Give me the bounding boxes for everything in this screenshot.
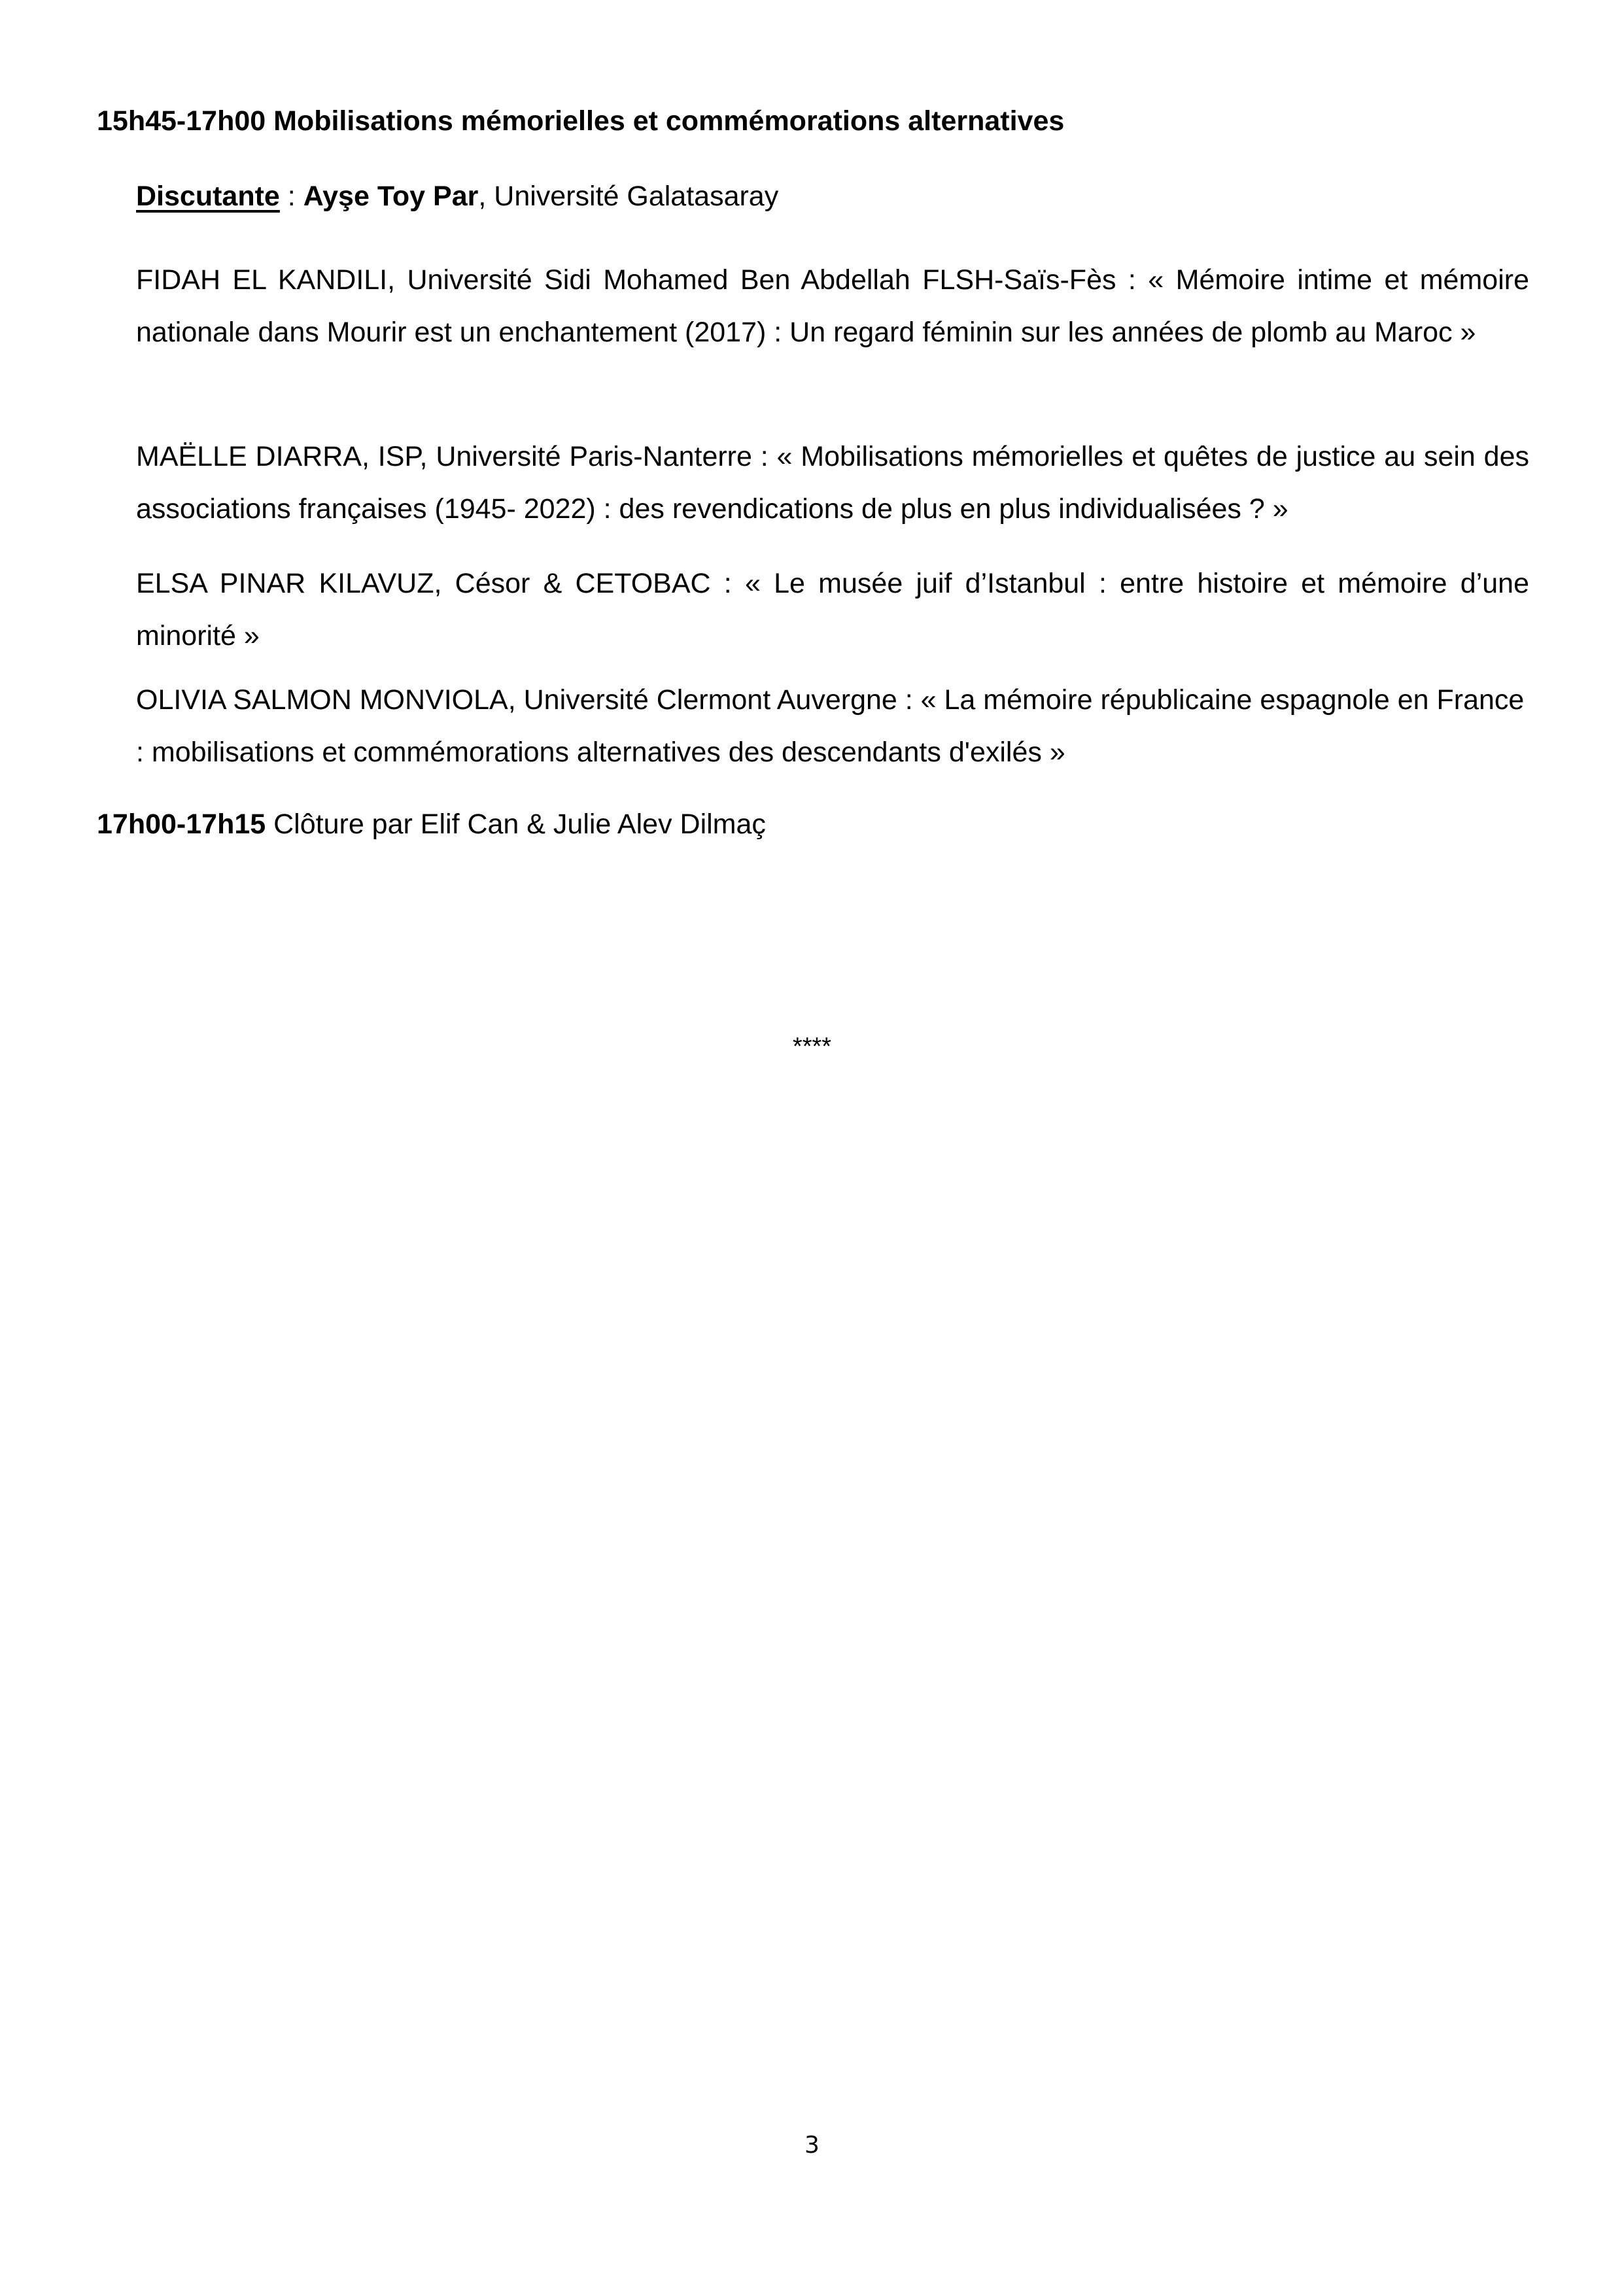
closing-line	[97, 805, 766, 844]
talk-entry: MAËLLE DIARRA, ISP, Université Paris-Nanterre : « Mobilisations mémorielles et quêtes de justice au sein des associations françaises (1945- 2022) : des revendications de plus en plus individualisées ? »	[136, 441, 1529, 525]
section-separator: ****	[792, 1033, 832, 1060]
discussant-name: Ayşe Toy Par	[303, 181, 479, 212]
closing-text: Clôture par Elif Can & Julie Alev Dilmaç	[266, 809, 766, 840]
session-heading: 15h45-17h00 Mobilisations mémorielles et commémorations alternatives	[97, 105, 1065, 137]
discussant-affiliation: , Université Galatasaray	[478, 181, 779, 212]
talk-entry: ELSA PINAR KILAVUZ, Césor & CETOBAC : « Le musée juif d’Istanbul : entre histoire et mémoire d’une minorité »	[136, 568, 1529, 652]
discussant-line	[136, 177, 778, 216]
talk-entry: FIDAH EL KANDILI, Université Sidi Mohamed Ben Abdellah FLSH-Saïs-Fès : « Mémoire intime et mémoire nationale dans Mourir est un enchantement (2017) : Un regard féminin sur les années de plomb au Maroc »	[136, 264, 1529, 348]
discussant-separator: :	[279, 181, 303, 212]
page-number: 3	[804, 2132, 820, 2159]
closing-time: 17h00-17h15	[97, 809, 266, 840]
discussant-label: Discutante	[136, 181, 280, 212]
talk-entry: OLIVIA SALMON MONVIOLA, Université Clermont Auvergne : « La mémoire républicaine espagnole en France : mobilisations et commémorations alternatives des descendants d'exilés »	[136, 684, 1525, 768]
